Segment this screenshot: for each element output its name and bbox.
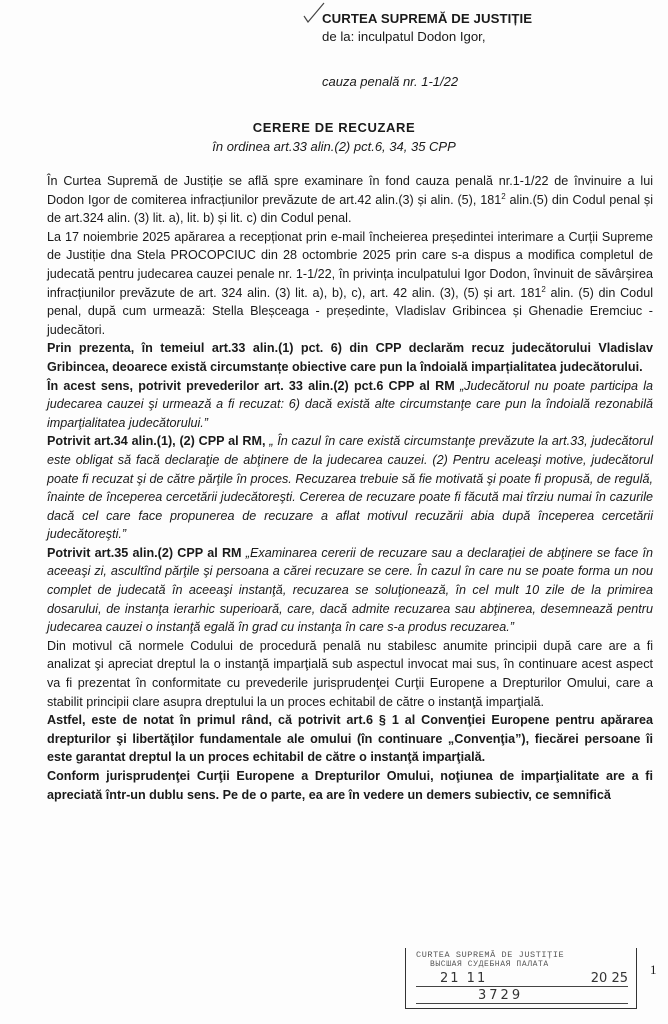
document-body xyxy=(47,172,653,804)
paragraph-9: Conform jurisprudenţei Curţii Europene a Drepturilor Omului, noţiunea de imparţialitate are a fi apreciată într-un dublu sens. Pe de o parte, ea are în vedere un demers subiectiv, ce semnifică xyxy=(47,769,653,802)
addressee-block xyxy=(322,10,532,46)
stamp-court-name-ru: ВЫСШАЯ СУДЕБНАЯ ПАЛАТА xyxy=(430,960,549,969)
stamp-registration-number: 3729 xyxy=(416,988,628,1004)
paragraph-3-recusal-declaration: Prin prezenta, în temeiul art.33 alin.(1) pct. 6) din CPP declarăm recuz judecătorului Vladislav Gribincea, deoarece există circumstanțe obiective care pun la îndoială imparțialitatea judecătorului. xyxy=(47,341,653,374)
document-subtitle: în ordinea art.33 alin.(2) pct.6, 34, 35 CPP xyxy=(212,139,456,154)
paragraph-2-text-b: alin. (5) din Codul penal, după cum urmează: Stella Bleșceaga - președinte, Vladislav Gribincea și Ghenadie Eremciuc - judecători. xyxy=(47,285,653,337)
paragraph-4 xyxy=(47,377,653,433)
paragraph-4-quote: „Judecătorul nu poate participa la judecarea cauzei şi urmează a fi recuzat: 6) dacă există alte circumstanţe care pun la îndoială rezonabilă imparţialitatea judecătorului.” xyxy=(47,378,654,430)
paragraph-6-lead: Potrivit art.35 alin.(2) CPP al RM xyxy=(47,545,246,560)
paragraph-8: Astfel, este de notat în primul rând, că potrivit art.6 § 1 al Convenţiei Europene pentru apărarea drepturilor şi libertăţilor fundamentale ale omului (în continuare „Convenţia”), fiecărei persoane îi este garantat dreptul la un proces echitabil de către o instanţă imparţială. xyxy=(47,713,653,765)
paragraph-1-text-a: În Curtea Supremă de Justiție se află spre examinare în fond cauza penală nr.1-1/22 de învinuire a lui Dodon Igor de comiterea infracțiunilor prevăzute de art.42 alin.(3) și alin. (5), 181 xyxy=(47,174,653,207)
paragraph-2 xyxy=(47,228,653,340)
paragraph-1-text-b: alin.(5) din Codul penal și de art.324 alin. (3) lit. a), lit. b) și lit. c) din Codul penal. xyxy=(47,192,653,226)
superscript: 2 xyxy=(501,191,506,201)
from-line: de la: inculpatul Dodon Igor, xyxy=(322,29,486,44)
page-number: 1 xyxy=(650,962,657,977)
stamp-date-row xyxy=(416,971,628,987)
superscript: 2 xyxy=(541,284,546,294)
court-name: CURTEA SUPREMĂ DE JUSTIȚIE xyxy=(322,11,533,26)
paragraph-6 xyxy=(47,544,653,637)
paragraph-4-lead: În acest sens, potrivit prevederilor art. 33 alin.(2) pct.6 CPP al RM xyxy=(47,378,460,393)
stamp-court-name-ro: CURTEA SUPREMĂ DE JUSTIȚIE xyxy=(416,950,565,960)
case-number: cauza penală nr. 1-1/22 xyxy=(322,74,459,89)
paragraph-6-quote: „Examinarea cererii de recuzare sau a declaraţiei de abţinere se face în aceeaşi zi, ascultînd părţile şi persoana a cărei recuzare se cere. În cazul în care nu se poate forma un nou complet de judecată în aceeaşi instanţă, recuzarea se soluţionează, în cel mult 10 zile de la primirea dosarului, de instanţa ierarhic superioară, care, dacă admite recuzarea sau abţinerea, desemnează pentru judecarea cauzei o instanţă egală în grad cu instanţa în care s-a produs recuzarea.” xyxy=(47,545,654,635)
stamp-year: 20 25 xyxy=(590,971,628,986)
registration-stamp xyxy=(405,948,637,1009)
paragraph-1 xyxy=(47,172,653,228)
paragraph-5-lead: Potrivit art.34 alin.(1), (2) CPP al RM, xyxy=(47,434,270,449)
document-title: CERERE DE RECUZARE xyxy=(252,120,416,135)
paragraph-5-quote: „ În cazul în care există circumstanţe prevăzute la art.33, judecătorul este obligat să facă declaraţie de abţinere de la judecarea cauzei. (2) Pentru aceleaşi motive, judecătorul poate fi recuzat şi de către părţile în proces. Recuzarea trebuie să fie motivată şi poate fi propusă, de regulă, înainte de începerea cercetării judecătoreşti. Cererea de recuzare poate fi făcută mai tîrziu numai în cazurile dacă cel care face propunerea de recuzare a aflat motivul recuzării abia după începerea cercetării judecătoreşti.” xyxy=(47,434,653,542)
registration-stamp-area xyxy=(405,948,637,1009)
paragraph-2-text-a: La 17 noiembrie 2025 apărarea a recepționat prin e-mail încheierea președintei interimare a Curții Supreme de Justiție dna Stela PROCOPCIUC din 28 octombrie 2025 prin care s-a dispus a modifica completul de judecată pentru judecarea cauzei penale nr. 1-1/22, în privința inculpatului Igor Dodon, învinuit de săvârșirea infracțiunilor prevăzute de art. 324 alin. (3) lit. a), b), c), art. 42 alin. (3), (5) și art. 181 xyxy=(47,229,653,300)
stamp-date: 21 11 xyxy=(440,971,488,986)
paragraph-5 xyxy=(47,432,653,544)
paragraph-7: Din motivul că normele Codului de procedură penală nu stabilesc anumite principii după care are a fi analizat şi apreciat dreptul la o instanţă imparţială sub aspectul invocat mai sus, în continuare acest aspect va fi prezentat în conformitate cu prevederile jurisprudenţei Curţii Europene a Drepturilor Omului, care a stabilit principii clare asupra dreptului la un proces echitabil de către o instanţă imparţială. xyxy=(47,638,653,709)
